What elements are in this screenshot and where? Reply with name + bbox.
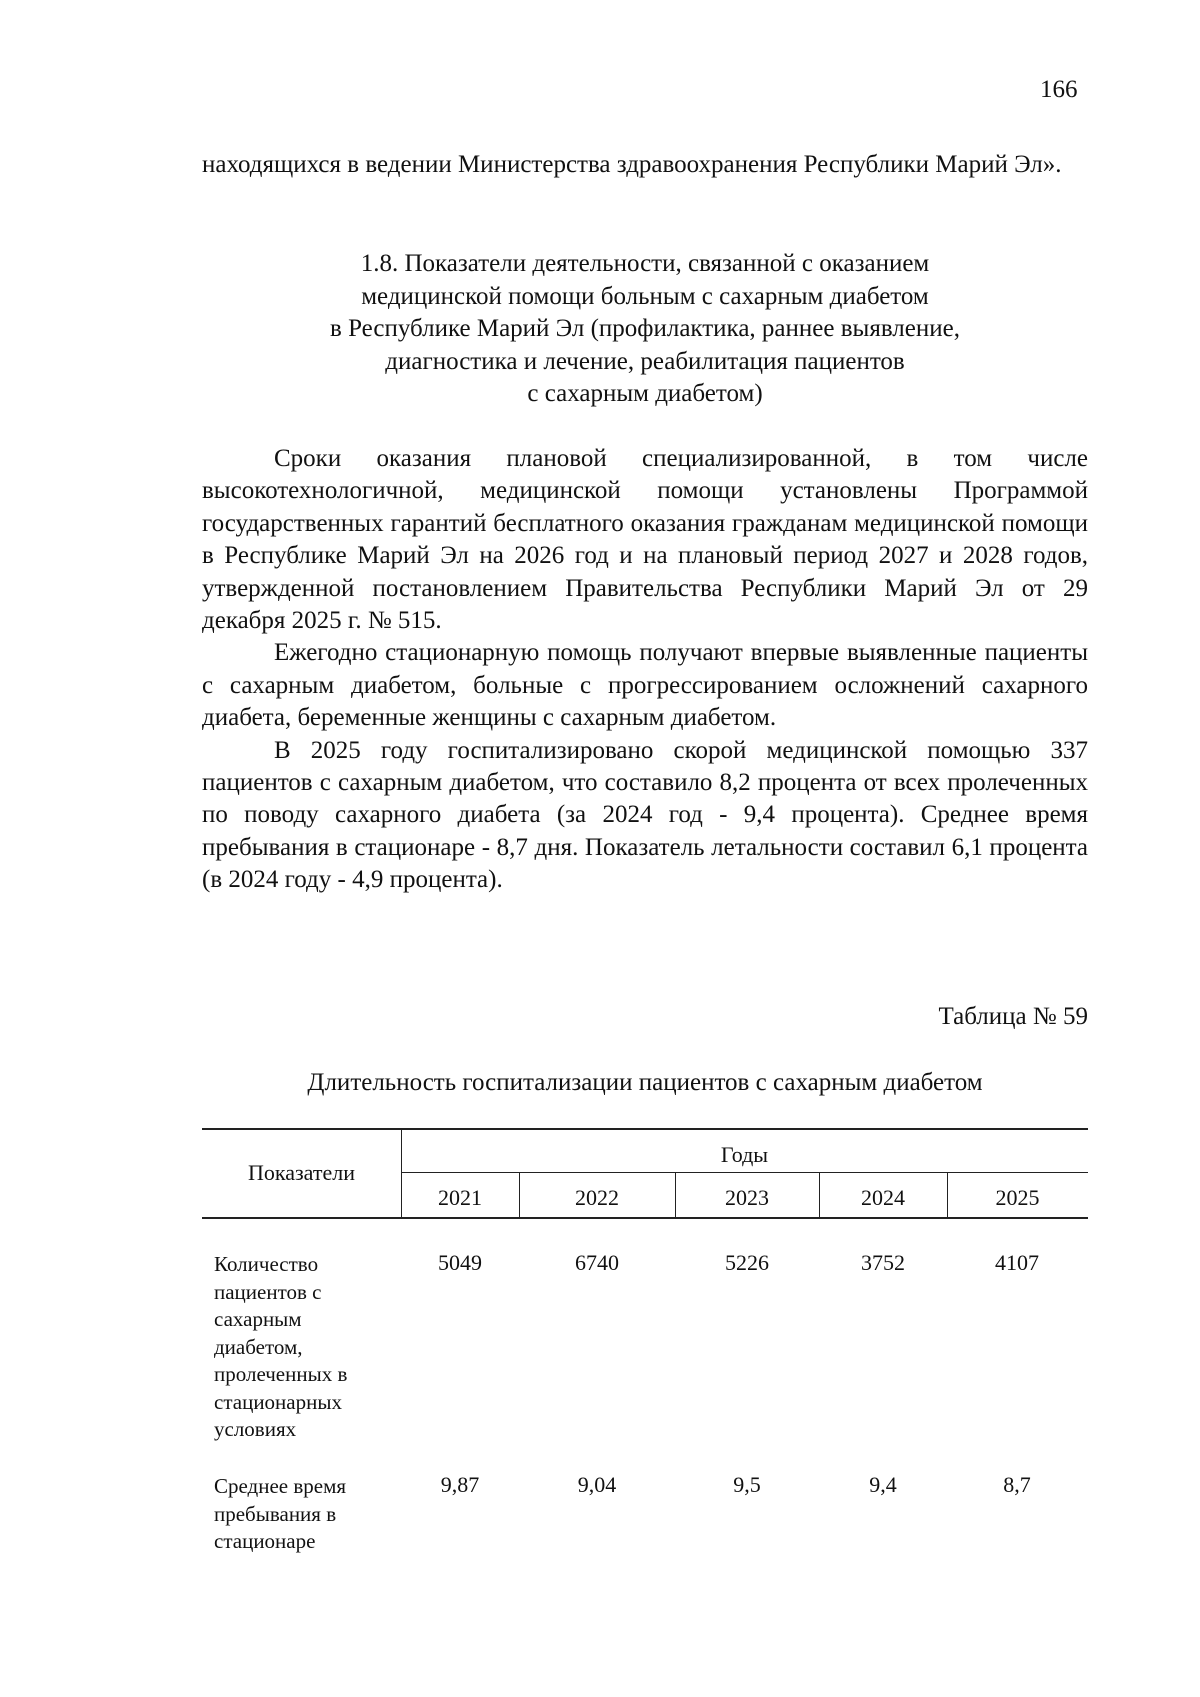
header-year: 2022 bbox=[575, 1185, 619, 1210]
continuation-text: находящихся в ведении Министерства здравоохранения Республики Марий Эл». bbox=[202, 151, 1062, 178]
table-cell: 8,7 bbox=[1003, 1472, 1031, 1497]
table-cell: 5226 bbox=[725, 1250, 769, 1275]
header-year: 2024 bbox=[861, 1185, 905, 1210]
table-cell: 9,5 bbox=[733, 1472, 761, 1497]
paragraph: Сроки оказания плановой специализированной, в том числе высокотехнологичной, медицинской помощи установлены Программой государственных гарантий бесплатного оказания гражданам медицинской помощи в Республике Марий Эл на 2026 год и на плановый период 2027 и 2028 годов, утвержденной постановлением Правительства Республики Марий Эл от 29 декабря 2025 г. № 515. bbox=[202, 445, 1088, 635]
table-cell: 9,4 bbox=[869, 1472, 897, 1497]
paragraph: В 2025 году госпитализировано скорой медицинской помощью 337 пациентов с сахарным диабетом, что составило 8,2 процента от всех пролеченных по поводу сахарного диабета (за 2024 год - 9,4 процента). Среднее время пребывания в стационаре - 8,7 дня. Показатель летальности составил 6,1 процента (в 2024 году - 4,9 процента). bbox=[202, 736, 1088, 894]
section-heading-line: медицинской помощи больным с сахарным диабетом bbox=[361, 282, 929, 310]
body-text bbox=[202, 443, 1088, 897]
table-cell: 5049 bbox=[438, 1250, 482, 1275]
section-heading-line: с сахарным диабетом) bbox=[527, 380, 763, 407]
table-years-rule bbox=[401, 1172, 1088, 1173]
table-top-rule bbox=[202, 1128, 1088, 1130]
header-year: 2023 bbox=[725, 1185, 769, 1210]
table-cell: 9,87 bbox=[440, 1472, 480, 1497]
page-number: 166 bbox=[1040, 76, 1078, 103]
section-heading-line: диагностика и лечение, реабилитация пациентов bbox=[385, 347, 905, 375]
table-header-bottom-rule bbox=[202, 1217, 1088, 1219]
header-year: 2021 bbox=[438, 1185, 482, 1210]
table-cell: 9,04 bbox=[577, 1472, 617, 1497]
section-heading-line: 1.8. Показатели деятельности, связанной с оказанием bbox=[360, 250, 930, 277]
section-heading bbox=[202, 248, 1088, 411]
header-year: 2025 bbox=[995, 1185, 1040, 1210]
table-cell: 4107 bbox=[995, 1250, 1039, 1275]
header-years: Годы bbox=[720, 1142, 769, 1167]
table-title: Длительность госпитализации пациентов с сахарным диабетом bbox=[307, 1069, 983, 1096]
section-heading-line: в Республике Марий Эл (профилактика, раннее выявление, bbox=[330, 315, 960, 342]
paragraph: Ежегодно стационарную помощь получают впервые выявленные пациенты с сахарным диабетом, больные с прогрессированием осложнений сахарного диабета, беременные женщины с сахарным диабетом. bbox=[202, 639, 1088, 732]
header-indicator: Показатели bbox=[247, 1160, 356, 1185]
row-label: Среднее время пребывания в стационаре bbox=[214, 1474, 347, 1553]
table-number: Таблица № 59 bbox=[938, 1003, 1088, 1030]
row-label: Количество пациентов с сахарным диабетом, пролеченных в стационарных условиях bbox=[214, 1252, 348, 1441]
table-cell: 3752 bbox=[861, 1250, 905, 1275]
table-cell: 6740 bbox=[575, 1250, 619, 1275]
